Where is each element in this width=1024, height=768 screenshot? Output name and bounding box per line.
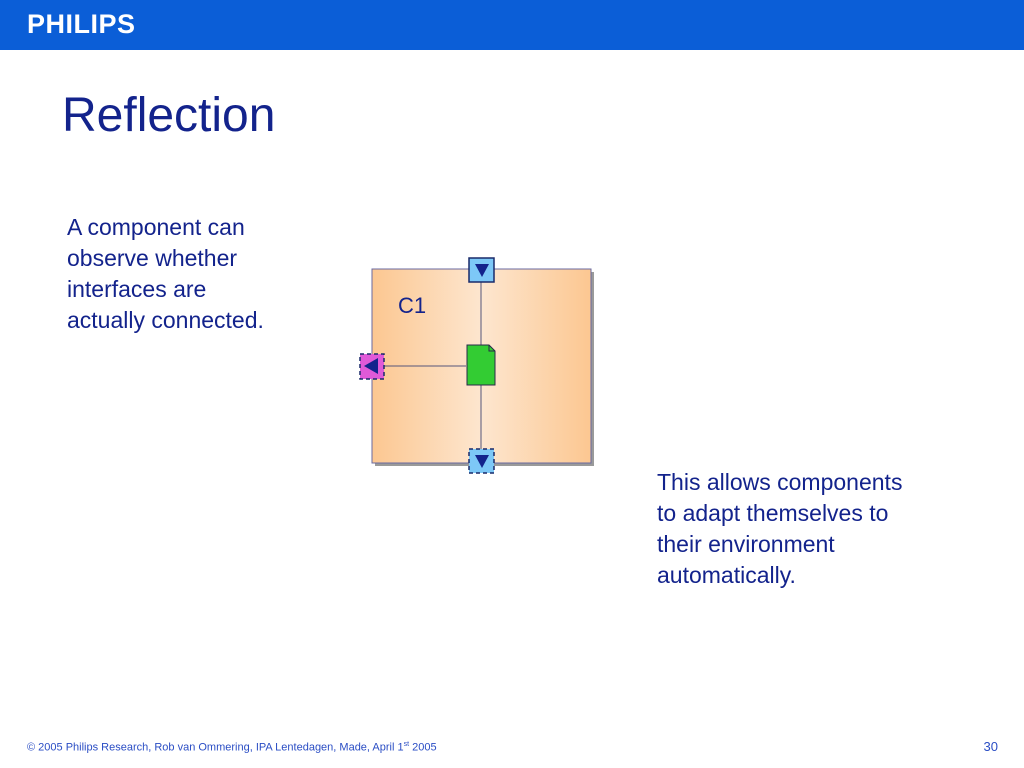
copyright-superscript: st	[403, 741, 410, 748]
module-document-icon	[467, 345, 495, 385]
left-text-line: actually connected.	[67, 307, 264, 333]
philips-logo: PHILIPS	[27, 9, 136, 39]
right-text-line: This allows components	[657, 469, 903, 495]
top-interface	[469, 258, 494, 282]
copyright-text: © 2005 Philips Research, Rob van Ommering, IPA Lentedagen, Made, April 1	[27, 741, 404, 754]
slide-title: Reflection	[62, 89, 276, 142]
footer-copyright	[27, 741, 437, 754]
left-text-line: interfaces are	[67, 276, 207, 302]
left-interface	[360, 354, 384, 379]
right-text-line: to adapt themselves to	[657, 500, 889, 526]
left-text-line: A component can	[67, 214, 245, 240]
component-label: C1	[398, 293, 427, 318]
copyright-year: 2005	[409, 741, 437, 754]
right-text-line: their environment	[657, 531, 835, 557]
page-number: 30	[983, 739, 998, 754]
right-text-line: automatically.	[657, 562, 796, 588]
bottom-interface	[469, 449, 494, 473]
left-text-line: observe whether	[67, 245, 238, 271]
